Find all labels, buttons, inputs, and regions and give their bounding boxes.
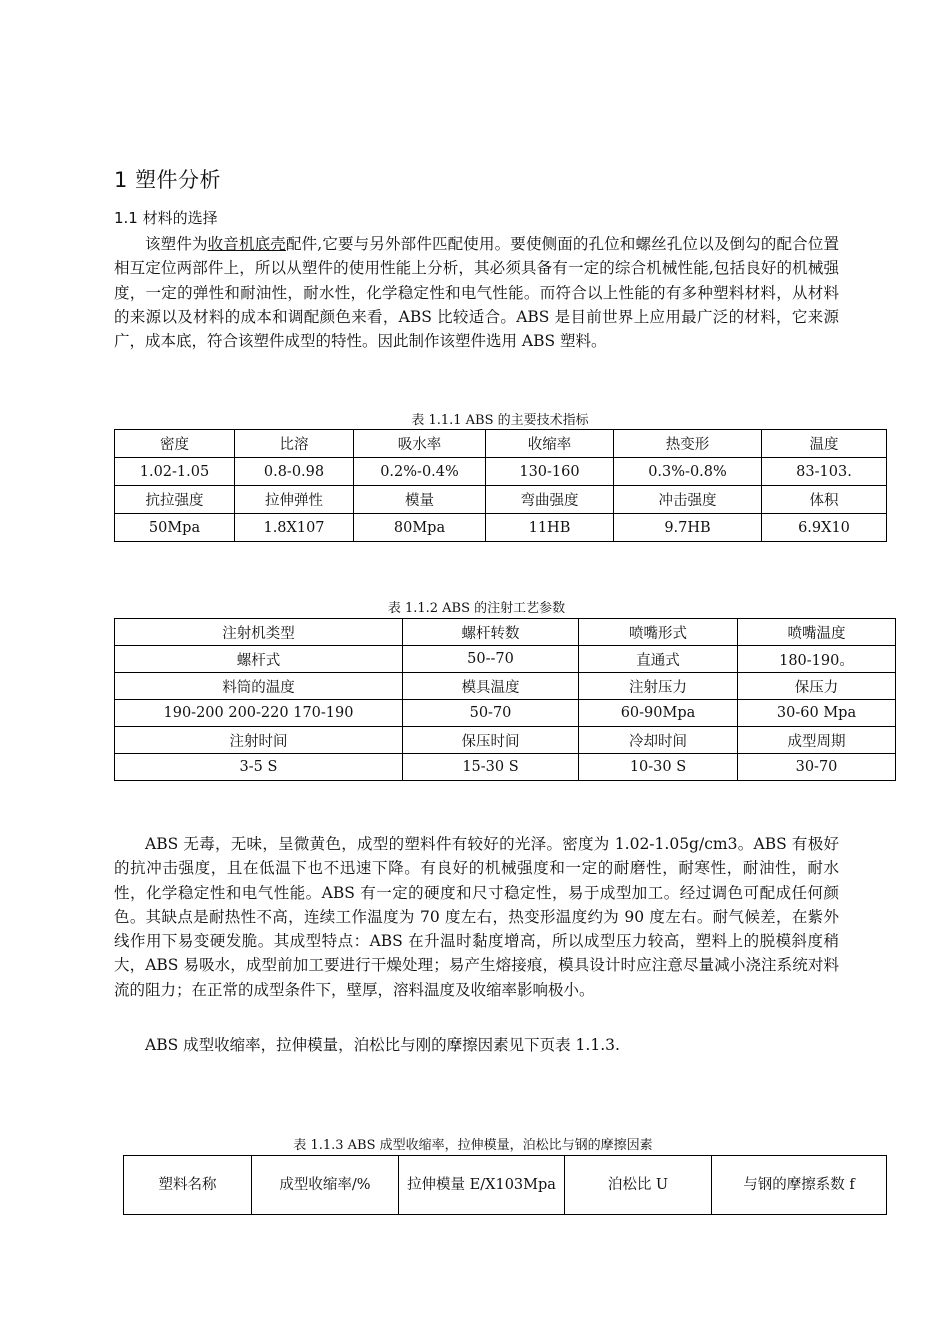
table3-caption: 表 1.1.3 ABS 成型收缩率，拉伸模量，泊松比与钢的摩擦因素 (293, 1138, 653, 1153)
table-cell: 50-70 (403, 700, 579, 727)
table-cell: 吸水率 (354, 430, 486, 458)
table-cell: 130-160 (486, 458, 614, 486)
table-cell: 0.3%-0.8% (614, 458, 762, 486)
table-cell: 料筒的温度 (115, 673, 403, 700)
table-cell: 60-90Mpa (579, 700, 738, 727)
table-header-cell: 拉伸模量 E/X103Mpa (399, 1156, 565, 1215)
table-row (115, 430, 887, 458)
table-row (115, 700, 896, 727)
table-row (115, 673, 896, 700)
table-cell: 螺杆式 (115, 646, 403, 673)
table-reference-paragraph: ABS 成型收缩率，拉伸模量，泊松比与刚的摩擦因素见下页表 1.1.3. (145, 1036, 620, 1054)
table-cell: 模具温度 (403, 673, 579, 700)
abs-properties-paragraph: ABS 无毒，无味，呈微黄色，成型的塑料件有较好的光泽。密度为 1.02-1.05g/cm3。ABS 有极好的抗冲击强度，且在低温下也不迅速下降。有良好的机械强度和一定的耐磨性，耐寒性，耐油性，耐水性，化学稳定性和电气性能。ABS 有一定的硬度和尺寸稳定性，易于成型加工。经过调色可配成任何颜色。其缺点是耐热性不高，连续工作温度为 70 度左右，热变形温度约为 90 度左右。耐气候差，在紫外线作用下易变硬发脆。其成型特点：ABS 在升温时黏度增高，所以成型压力较高，塑料上的脱模斜度稍大，ABS 易吸水，成型前加工要进行干燥处理；易产生熔接痕，模具设计时应注意尽量减小浇注系统对料流的阻力；在正常的成型条件下，壁厚，溶料温度及收缩率影响极小。 (114, 835, 839, 999)
table1-abs-specs (114, 429, 887, 542)
table-cell: 3-5 S (115, 754, 403, 781)
table-cell: 冷却时间 (579, 727, 738, 754)
subsection-heading: 1.1 材料的选择 (114, 209, 218, 227)
table-cell: 190-200 200-220 170-190 (115, 700, 403, 727)
table-row (115, 727, 896, 754)
table2-injection-params (114, 618, 896, 781)
intro-paragraph: 该塑件为收音机底壳配件,它要与另外部件匹配使用。要使侧面的孔位和螺丝孔位以及倒勾的配合位置相互定位两部件上，所以从塑件的使用性能上分析，其必须具备有一定的综合机械性能,包括良好的机械强度，一定的弹性和耐油性，耐水性，化学稳定性和电气性能。而符合以上性能的有多种塑料材料，从材料的来源以及材料的成本和调配颜色来看，ABS 比较适合。ABS 是目前世界上应用最广泛的材料，它来源广，成本底，符合该塑件成型的特性。因此制作该塑件选用 ABS 塑料。 (114, 235, 839, 351)
table-cell: 热变形 (614, 430, 762, 458)
table-header-cell: 泊松比 U (565, 1156, 712, 1215)
table-cell: 直通式 (579, 646, 738, 673)
table-cell: 收缩率 (486, 430, 614, 458)
table-header-cell: 与钢的摩擦系数 f (712, 1156, 887, 1215)
underlined-term: 收音机底壳 (207, 235, 286, 253)
table-cell: 1.8X107 (235, 514, 354, 542)
table-cell: 保压时间 (403, 727, 579, 754)
section-heading: 1 塑件分析 (114, 168, 222, 192)
table-cell: 0.8-0.98 (235, 458, 354, 486)
table-cell: 50Mpa (115, 514, 235, 542)
table-cell: 成型周期 (738, 727, 896, 754)
table-cell: 注射压力 (579, 673, 738, 700)
table-row (115, 458, 887, 486)
table-cell: 冲击强度 (614, 486, 762, 514)
table-cell: 喷嘴温度 (738, 619, 896, 646)
table-cell: 10-30 S (579, 754, 738, 781)
table-cell: 6.9X10 (762, 514, 887, 542)
table-header-cell: 成型收缩率/% (252, 1156, 399, 1215)
table-cell: 50--70 (403, 646, 579, 673)
table-row (115, 754, 896, 781)
table-cell: 1.02-1.05 (115, 458, 235, 486)
table-cell: 拉伸弹性 (235, 486, 354, 514)
table-cell: 注射机类型 (115, 619, 403, 646)
table-row (115, 646, 896, 673)
table-cell: 0.2%-0.4% (354, 458, 486, 486)
table-cell: 弯曲强度 (486, 486, 614, 514)
table-cell: 11HB (486, 514, 614, 542)
table-row (115, 514, 887, 542)
table-cell: 注射时间 (115, 727, 403, 754)
table-cell: 15-30 S (403, 754, 579, 781)
table-cell: 温度 (762, 430, 887, 458)
table-header-cell: 塑料名称 (124, 1156, 252, 1215)
table-row (115, 486, 887, 514)
table-cell: 体积 (762, 486, 887, 514)
table-cell: 30-70 (738, 754, 896, 781)
table-cell: 模量 (354, 486, 486, 514)
table-header-row (124, 1156, 887, 1215)
table-cell: 保压力 (738, 673, 896, 700)
table3-shrinkage-modulus (123, 1155, 887, 1215)
table-row (115, 619, 896, 646)
table-cell: 30-60 Mpa (738, 700, 896, 727)
table-cell: 比溶 (235, 430, 354, 458)
table-cell: 螺杆转数 (403, 619, 579, 646)
table-cell: 喷嘴形式 (579, 619, 738, 646)
table-cell: 80Mpa (354, 514, 486, 542)
table-cell: 83-103. (762, 458, 887, 486)
table2-caption: 表 1.1.2 ABS 的注射工艺参数 (387, 601, 566, 616)
table-cell: 9.7HB (614, 514, 762, 542)
table-cell: 180-190。 (738, 646, 896, 673)
table-cell: 抗拉强度 (115, 486, 235, 514)
table-cell: 密度 (115, 430, 235, 458)
table1-caption: 表 1.1.1 ABS 的主要技术指标 (411, 413, 589, 428)
